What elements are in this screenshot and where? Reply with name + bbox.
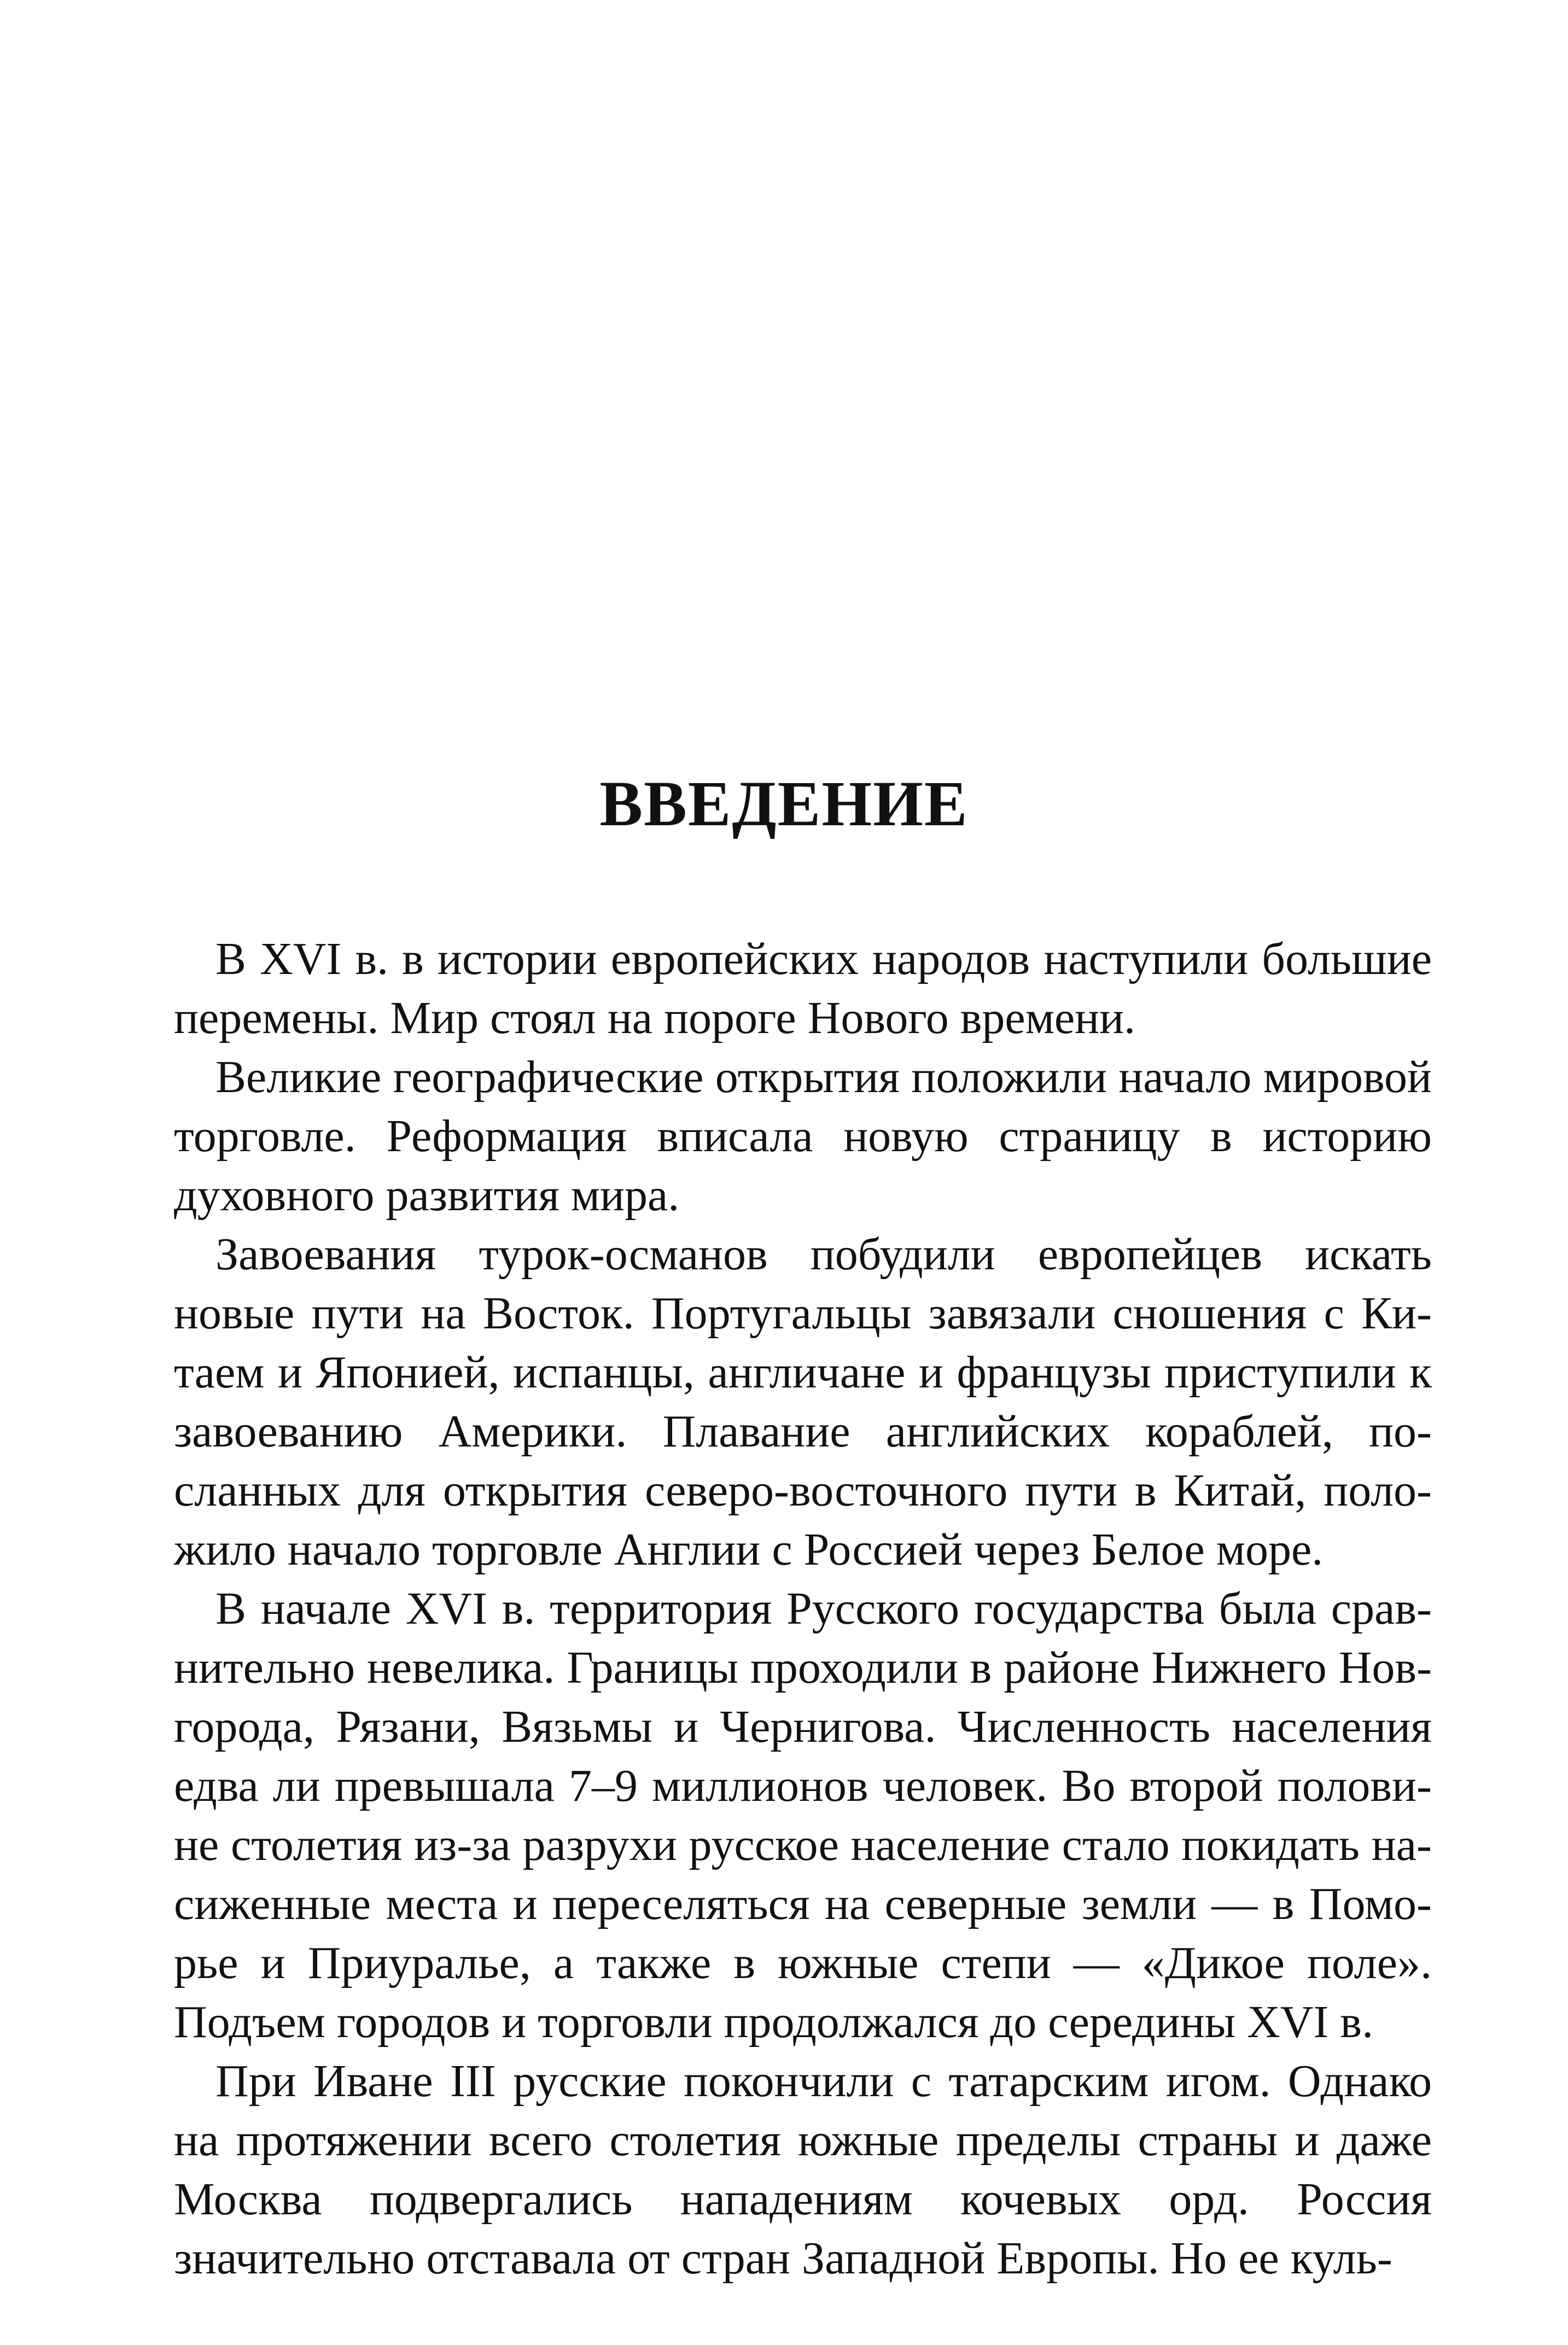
- paragraph-2: Великие географические открытия положили начало мировой торговле. Реформация вписала новую страницу в историю духовного развития мира.: [174, 1052, 1432, 1221]
- chapter-title: ВВЕДЕНИЕ: [599, 768, 969, 839]
- chapter-body: [174, 930, 1432, 2288]
- paragraph-3: Завоевания турок-османов побудили европейцев искать новые пути на Восток. Португальцы завязали сношения с Китаем и Японией, испанцы, англичане и французы приступили к завоеванию Америки. Плавание английских кораблей, посланных для открытия северо-восточного пути в Китай, положило начало торговле Англии с Россией через Белое море.: [174, 1229, 1432, 1575]
- paragraph-1: В XVI в. в истории европейских народов наступили большие перемены. Мир стоял на пороге Нового времени.: [174, 934, 1432, 1043]
- paragraph-4: В начале XVI в. территория Русского государства была сравнительно невелика. Границы проходили в районе Нижнего Новгорода, Рязани, Вязьмы и Чернигова. Численность населения едва ли превышала 7–9 миллионов человек. Во второй половине столетия из-за разрухи русское население стало покидать насиженные места и переселяться на северные земли — в Поморье и Приуралье, а также в южные степи — «Дикое поле». Подъем городов и торговли продолжался до середины XVI в.: [174, 1583, 1432, 2048]
- paragraph-5: При Иване III русские покончили с татарским игом. Однако на протяжении всего столетия южные пределы страны и даже Москва подвергались нападениям кочевых орд. Россия значительно отставала от стран Западной Европы. Но ее куль-: [174, 2056, 1432, 2284]
